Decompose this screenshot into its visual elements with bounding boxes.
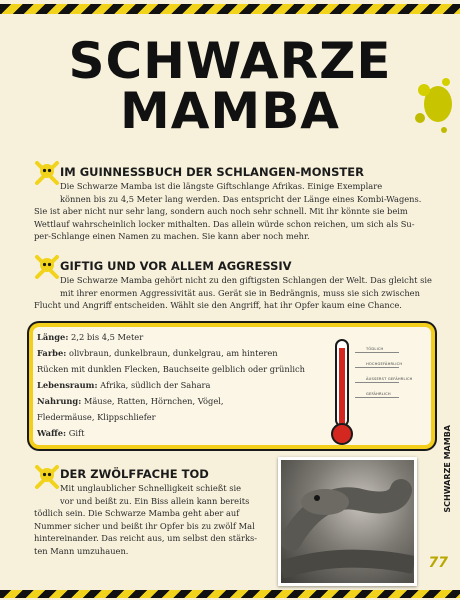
text-line: Wettlauf wahrscheinlich locker mithalten. Das allein würde schon reichen, um sich als Su-: [34, 218, 415, 229]
text-line: hintereinander. Das reicht aus, um selbst den stärks-: [34, 533, 258, 543]
section-text-guinness-cont: [34, 205, 440, 243]
hazard-tape-top: [0, 4, 460, 14]
text-line: Nummer sicher und beißt ihr Opfer bis zu zwölf Mal: [34, 520, 255, 531]
text-line: mit ihrer enormen Aggressivität aus. Gerät sie in Bedrängnis, muss sie sich zwischen: [60, 287, 420, 298]
section-heading-guinness: IM GUINNESSBUCH DER SCHLANGEN-MONSTER: [60, 165, 364, 179]
skull-crossbones-icon: [34, 254, 60, 280]
section-text-zwoelffach: [60, 482, 270, 507]
hazard-tape-bottom: [0, 590, 460, 598]
fact-value: Gift: [66, 428, 85, 438]
section-heading-zwoelffach: DER ZWÖLFFACHE TOD: [60, 467, 209, 481]
section-text-zwoelffach-cont: [34, 507, 274, 557]
fact-row: [37, 427, 84, 439]
text-line: ten Mann umzuhauen.: [34, 545, 129, 556]
page-title-line2: MAMBA: [119, 82, 340, 140]
venom-splat-icon: [410, 70, 454, 140]
fact-row: [37, 411, 156, 423]
fact-label: Lebensraum:: [37, 380, 98, 390]
thermo-tick: [355, 397, 399, 398]
text-line: per-Schlange einen Namen zu machen. Sie kann aber noch mehr.: [34, 231, 310, 241]
skull-crossbones-icon: [34, 464, 60, 490]
thermo-label-deadly: TÖDLICH: [366, 347, 384, 351]
side-running-title: SCHWARZE MAMBA: [443, 425, 452, 513]
text-line: Sie ist aber nicht nur sehr lang, sondern auch noch sehr schnell. Mit ihr könnte sie beim: [34, 206, 408, 216]
fact-value: Mäuse, Ratten, Hörnchen, Vögel,: [81, 396, 224, 406]
fact-label: Länge:: [37, 332, 69, 342]
thermo-label-very-dangerous: HOCHGEFÄHRLICH: [366, 362, 403, 366]
text-line: Die Schwarze Mamba gehört nicht zu den giftigsten Schlangen der Welt. Das gleicht sie: [60, 275, 432, 285]
fact-value: 2,2 bis 4,5 Meter: [68, 332, 144, 342]
fact-label: Waffe:: [37, 428, 67, 438]
page-title-line1: SCHWARZE: [68, 32, 392, 90]
text-line: können bis zu 4,5 Meter lang werden. Das entspricht der Länge eines Kombi-Wagens.: [60, 193, 422, 204]
fact-value: Afrika, südlich der Sahara: [97, 380, 211, 390]
text-line: vor und beißt zu. Ein Biss allein kann bereits: [60, 495, 250, 506]
text-line: Die Schwarze Mamba ist die längste Giftschlange Afrikas. Einige Exemplare: [60, 181, 383, 191]
fact-row: [37, 379, 210, 391]
fact-label: Nahrung:: [37, 396, 82, 406]
section-text-aggressiv: [60, 274, 440, 299]
text-line: Flucht und Angriff entscheiden. Wählt sie den Angriff, hat ihr Opfer kaum eine Chance.: [34, 300, 402, 310]
fact-label: Farbe:: [37, 348, 67, 358]
fact-row: [37, 347, 278, 359]
skull-crossbones-icon: [34, 160, 60, 186]
page-number: 77: [428, 555, 448, 571]
fact-row: [37, 331, 143, 343]
thermo-tick: [355, 352, 399, 353]
section-text-aggressiv-cont: [34, 299, 440, 312]
fact-row: [37, 395, 224, 407]
thermo-label-extremely-dangerous: ÄUSSERST GEFÄHRLICH: [366, 377, 413, 381]
section-heading-aggressiv: GIFTIG UND VOR ALLEM AGGRESSIV: [60, 259, 292, 273]
fact-box: [33, 327, 431, 445]
fact-value: Fledermäuse, Klippschliefer: [37, 412, 156, 422]
text-line: tödlich sein. Die Schwarze Mamba geht aber auf: [34, 508, 240, 518]
snake-head-icon: [281, 460, 414, 583]
fact-value: olivbraun, dunkelbraun, dunkelgrau, am hinteren: [66, 348, 278, 358]
danger-thermometer-icon: [330, 338, 354, 446]
thermo-tick: [355, 382, 399, 383]
text-line: Mit unglaublicher Schnelligkeit schießt sie: [60, 483, 242, 493]
fact-row: [37, 363, 305, 375]
snake-photo: [278, 457, 417, 586]
fact-value: Rücken mit dunklen Flecken, Bauchseite gelblich oder grünlich: [37, 364, 306, 374]
thermo-tick: [355, 367, 399, 368]
thermo-label-dangerous: GEFÄHRLICH: [366, 392, 391, 396]
section-text-guinness: [60, 180, 440, 205]
